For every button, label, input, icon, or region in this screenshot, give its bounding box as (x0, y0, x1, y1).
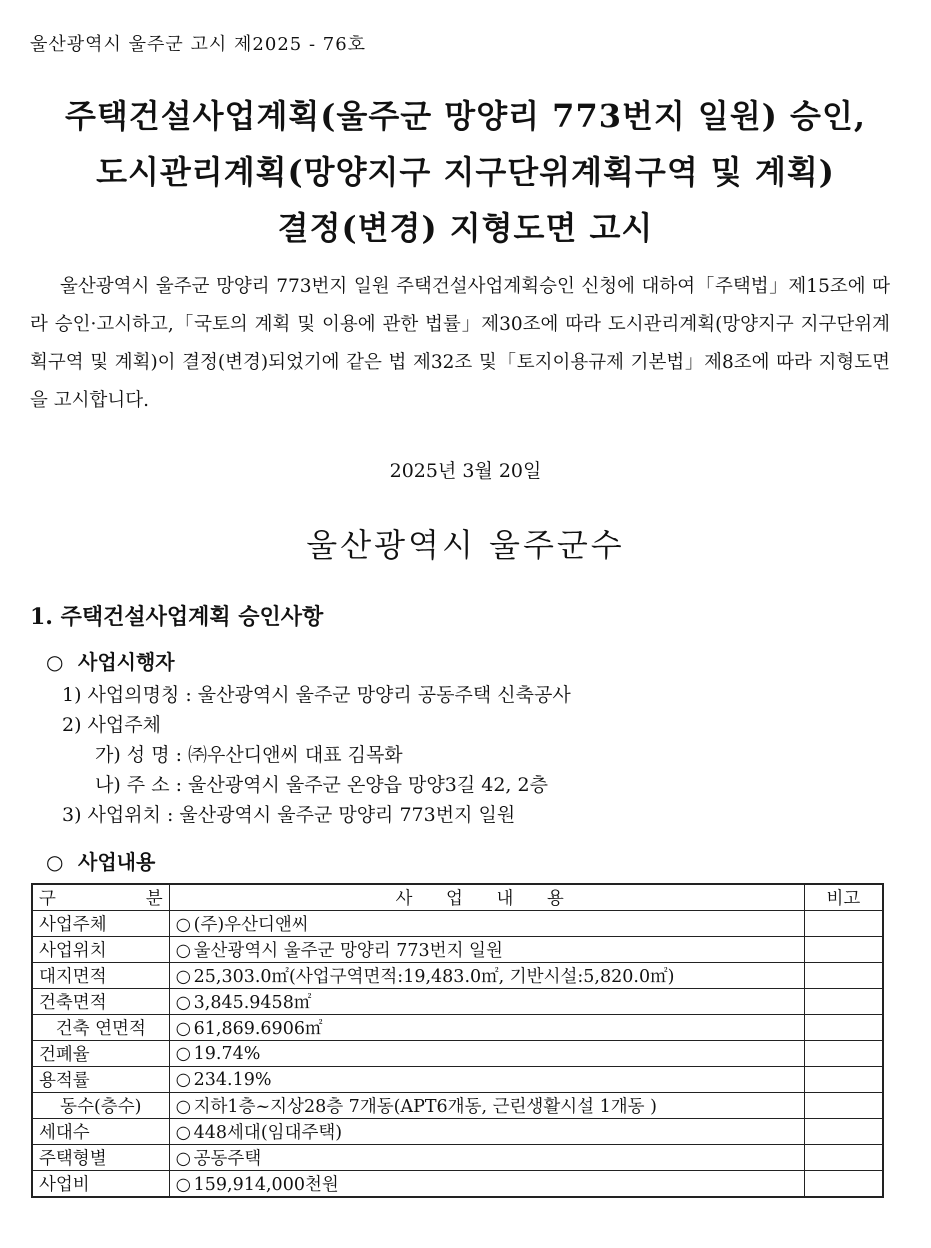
row-label: 사업비 (32, 1171, 169, 1198)
row-value-text: 448세대(임대주택) (193, 1123, 343, 1143)
row-value-text: 25,303.0㎡(사업구역면적:19,483.0㎡, 기반시설:5,820.0㎡) (193, 967, 675, 987)
circle-bullet-icon: ○ (175, 941, 191, 961)
notice-number: 울산광역시 울주군 고시 제2025 - 76호 (30, 34, 367, 55)
project-name-line: 1) 사업의명칭 : 울산광역시 울주군 망양리 공동주택 신축공사 (62, 684, 571, 706)
section-heading: 1. 주택건설사업계획 승인사항 (30, 604, 324, 630)
table-row (32, 963, 883, 989)
circle-bullet-icon: ○ (175, 1043, 191, 1064)
table-row (32, 1041, 883, 1067)
circle-bullet-icon: ○ (175, 1175, 191, 1195)
issuer-name: 울산광역시 울주군수 (306, 526, 625, 564)
header-category: 구 분 (32, 884, 169, 911)
row-value (169, 989, 804, 1015)
circle-bullet-icon: ○ (175, 1097, 191, 1117)
row-value (169, 1015, 804, 1041)
circle-bullet-icon: ○ (46, 850, 64, 874)
row-value-text: 지하1층~지상28층 7개동(APT6개동, 근린생활시설 1개동 ) (193, 1097, 657, 1117)
row-label: 사업위치 (32, 937, 169, 963)
project-owner-line: 2) 사업주체 (62, 714, 161, 736)
header-content: 사 업 내 용 (169, 884, 804, 911)
row-label: 용적률 (32, 1067, 169, 1093)
row-label: 건축 연면적 (32, 1015, 169, 1041)
row-note (804, 937, 883, 963)
body-paragraph: 울산광역시 울주군 망양리 773번지 일원 주택건설사업계획승인 신청에 대하여「주택법」제15조에 따라 승인·고시하고,「국토의 계획 및 이용에 관한 법률」제30조에 따라 도시관리계획(망양지구 지구단위계획구역 및 계획)이 결정(변경)되었기에 같은 법 제32조 및「토지이용규제 기본법」제8조에 따라 지형도면을 고시합니다. (30, 276, 890, 411)
project-location-line: 3) 사업위치 : 울산광역시 울주군 망양리 773번지 일원 (62, 804, 516, 826)
row-label: 사업주체 (32, 911, 169, 937)
circle-bullet-icon: ○ (175, 1149, 191, 1169)
content-heading-label: 사업내용 (78, 850, 156, 874)
row-note (804, 1119, 883, 1145)
row-value (169, 1119, 804, 1145)
row-note (804, 963, 883, 989)
title-line-1: 주택건설사업계획(울주군 망양리 773번지 일원) 승인, (64, 97, 867, 135)
row-value-text: (주)우산디앤씨 (193, 915, 309, 935)
table-row (32, 1145, 883, 1171)
circle-bullet-icon: ○ (175, 1123, 191, 1143)
row-value-text: 3,845.9458㎡ (193, 993, 312, 1013)
document-title (0, 88, 931, 256)
title-line-2: 도시관리계획(망양지구 지구단위계획구역 및 계획) (96, 153, 835, 191)
table-row (32, 1093, 883, 1119)
row-value (169, 1171, 804, 1198)
table-row (32, 911, 883, 937)
row-note (804, 1093, 883, 1119)
row-note (804, 1171, 883, 1198)
row-note (804, 1145, 883, 1171)
row-label: 주택형별 (32, 1145, 169, 1171)
row-value (169, 1093, 804, 1119)
table-row (32, 1015, 883, 1041)
owner-name-line: 가) 성 명 : ㈜우산디앤씨 대표 김목화 (95, 744, 403, 766)
row-value-text: 공동주택 (193, 1149, 262, 1169)
row-value (169, 963, 804, 989)
content-heading (46, 846, 155, 875)
notice-date: 2025년 3월 20일 (389, 460, 542, 482)
table-row (32, 937, 883, 963)
row-value (169, 937, 804, 963)
row-value-text: 울산광역시 울주군 망양리 773번지 일원 (193, 941, 503, 961)
table-row (32, 1119, 883, 1145)
header-note: 비고 (804, 884, 883, 911)
row-label: 세대수 (32, 1119, 169, 1145)
row-note (804, 1015, 883, 1041)
table-row (32, 1067, 883, 1093)
circle-bullet-icon: ○ (175, 1019, 191, 1039)
row-label: 건폐율 (32, 1041, 169, 1067)
implementer-heading (46, 646, 175, 675)
owner-address-line: 나) 주 소 : 울산광역시 울주군 온양읍 망양3길 42, 2층 (95, 774, 548, 796)
row-value (169, 1041, 804, 1067)
title-line-3: 결정(변경) 지형도면 고시 (277, 209, 654, 247)
row-value (169, 911, 804, 937)
row-note (804, 911, 883, 937)
row-note (804, 1067, 883, 1093)
circle-bullet-icon: ○ (175, 993, 191, 1013)
circle-bullet-icon: ○ (175, 915, 191, 935)
row-label: 건축면적 (32, 989, 169, 1015)
table-header-row (32, 884, 883, 911)
row-value-text: 234.19% (193, 1069, 272, 1090)
project-content-table (31, 883, 884, 1198)
row-value (169, 1145, 804, 1171)
row-value (169, 1067, 804, 1093)
table-row (32, 989, 883, 1015)
row-value-text: 159,914,000천원 (193, 1175, 339, 1195)
circle-bullet-icon: ○ (175, 1069, 191, 1090)
row-note (804, 989, 883, 1015)
row-label: 동수(층수) (32, 1093, 169, 1119)
table-row (32, 1171, 883, 1198)
implementer-heading-label: 사업시행자 (78, 650, 175, 674)
circle-bullet-icon: ○ (175, 967, 191, 987)
notice-body (30, 268, 890, 420)
row-note (804, 1041, 883, 1067)
circle-bullet-icon: ○ (46, 650, 64, 674)
row-label: 대지면적 (32, 963, 169, 989)
row-value-text: 19.74% (193, 1043, 261, 1064)
row-value-text: 61,869.6906㎡ (193, 1019, 323, 1039)
